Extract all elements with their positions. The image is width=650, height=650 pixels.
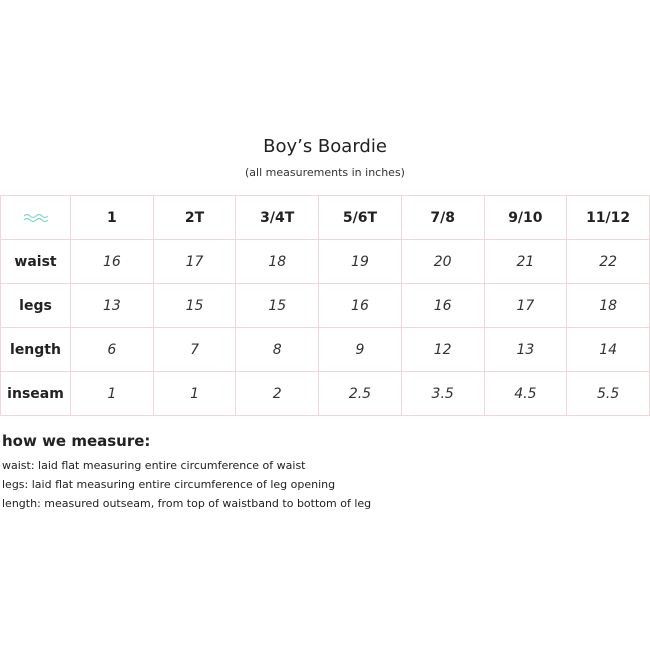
size-header: 7/8 [401,196,484,240]
table-row-legs [1,284,650,328]
table-cell: 1 [153,372,236,416]
size-header-row [1,196,650,240]
table-cell: 20 [401,240,484,284]
chart-title: Boy’s Boardie [263,136,387,157]
table-cell: 6 [71,328,154,372]
row-label: waist [1,240,71,284]
table-cell: 12 [401,328,484,372]
size-header: 3/4T [236,196,319,240]
table-cell: 17 [484,284,567,328]
size-header: 11/12 [567,196,650,240]
size-table [0,195,650,416]
size-header: 2T [153,196,236,240]
size-header: 9/10 [484,196,567,240]
measure-note-length: length: measured outseam, from top of waistband to bottom of leg [2,497,372,510]
table-cell: 16 [401,284,484,328]
table-row-waist [1,240,650,284]
table-cell: 13 [71,284,154,328]
size-header: 5/6T [319,196,402,240]
table-cell: 17 [153,240,236,284]
table-cell: 3.5 [401,372,484,416]
size-header: 1 [71,196,154,240]
table-row-inseam [1,372,650,416]
chart-subtitle: (all measurements in inches) [245,166,405,179]
table-cell: 18 [567,284,650,328]
table-cell: 8 [236,328,319,372]
table-cell: 4.5 [484,372,567,416]
how-we-measure-heading: how we measure: [2,432,151,450]
table-cell: 16 [319,284,402,328]
table-cell: 18 [236,240,319,284]
table-cell: 7 [153,328,236,372]
table-cell: 5.5 [567,372,650,416]
table-cell: 9 [319,328,402,372]
table-cell: 2 [236,372,319,416]
table-cell: 22 [567,240,650,284]
wave-icon [23,213,49,223]
wave-icon-cell [1,196,71,240]
table-cell: 2.5 [319,372,402,416]
table-cell: 16 [71,240,154,284]
table-cell: 1 [71,372,154,416]
row-label: length [1,328,71,372]
table-cell: 21 [484,240,567,284]
row-label: legs [1,284,71,328]
table-cell: 15 [236,284,319,328]
measure-note-legs: legs: laid flat measuring entire circumference of leg opening [2,478,336,491]
table-cell: 13 [484,328,567,372]
table-cell: 14 [567,328,650,372]
table-cell: 19 [319,240,402,284]
row-label: inseam [1,372,71,416]
how-we-measure [2,432,642,513]
table-row-length [1,328,650,372]
table-cell: 15 [153,284,236,328]
measure-note-waist: waist: laid flat measuring entire circumference of waist [2,459,306,472]
